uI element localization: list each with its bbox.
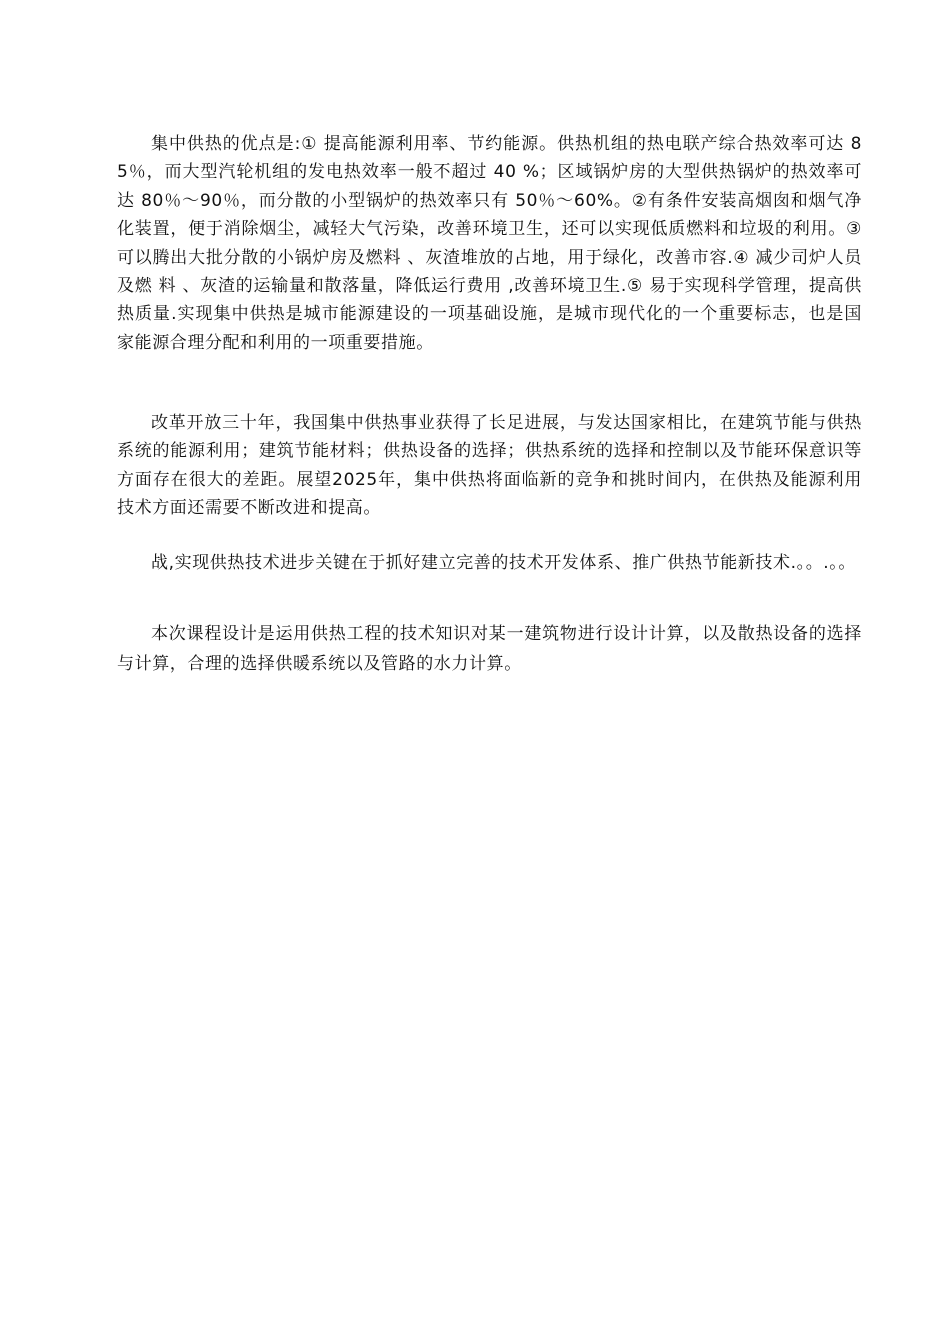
body-text-section-3 — [117, 548, 862, 578]
body-text-section-1 — [117, 130, 862, 357]
paragraph-course-design: 本次课程设计是运用供热工程的技术知识对某一建筑物进行设计计算，以及散热设备的选择与计算，合理的选择供暖系统以及管路的水力计算。 — [117, 624, 862, 674]
paragraph-technology-progress: 战,实现供热技术进步关键在于抓好建立完善的技术开发体系、推广供热节能新技术.。。.。。 — [151, 553, 857, 573]
paragraph-reform-progress: 改革开放三十年，我国集中供热事业获得了长足进展，与发达国家相比，在建筑节能与供热系统的能源利用；建筑节能材料；供热设备的选择；供热系统的选择和控制以及节能环保意识等方面存在很大的差距。展望2025年，集中供热将面临新的竞争和挑时间内，在供热及能源利用技术方面还需要不断改进和提高。 — [117, 413, 862, 519]
paragraph-central-heating-advantages: 集中供热的优点是:① 提高能源利用率、节约能源。供热机组的热电联产综合热效率可达 85％，而大型汽轮机组的发电热效率一般不超过 40 %；区域锅炉房的大型供热锅炉的热效率可达 80％～90％，而分散的小型锅炉的热效率只有 50％～60%。②有条件安装高烟囱和烟气净化装置，便于消除烟尘，减轻大气污染，改善环境卫生，还可以实现低质燃料和垃圾的利用。③可以腾出大批分散的小锅炉房及燃料 、灰渣堆放的占地，用于绿化，改善市容.④ 减少司炉人员及燃 料 、灰渣的运输量和散落量，降低运行费用 ,改善环境卫生.⑤ 易于实现科学管理，提高供热质量.实现集中供热是城市能源建设的一项基础设施，是城市现代化的一个重要标志，也是国家能源合理分配和利用的一项重要措施。 — [117, 134, 862, 353]
body-text-section-2 — [117, 409, 862, 523]
body-text-section-4 — [117, 619, 862, 679]
